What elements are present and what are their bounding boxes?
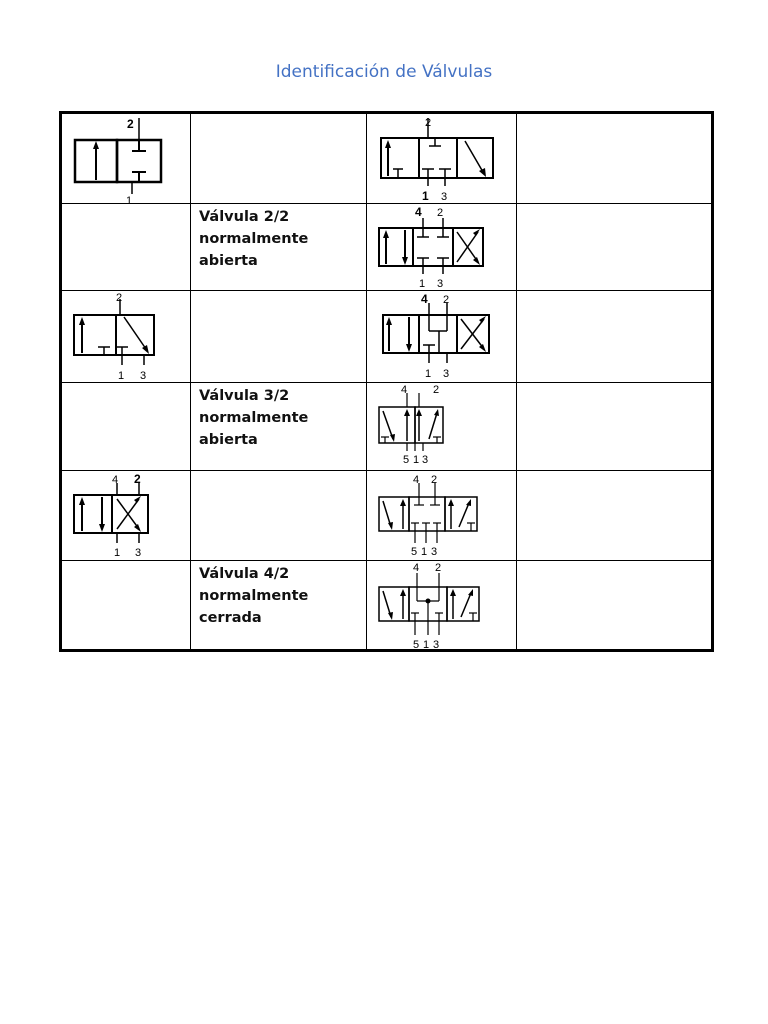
valve-name-line: normalmente bbox=[199, 231, 309, 247]
valve-name-cell bbox=[191, 204, 367, 291]
empty-cell bbox=[61, 383, 191, 471]
valve-name-line: Válvula 2/2 bbox=[199, 209, 290, 225]
port-label: 3 bbox=[441, 191, 448, 203]
empty-cell bbox=[61, 204, 191, 291]
port-label: 3 bbox=[437, 278, 444, 290]
port-label: 2 bbox=[116, 292, 123, 304]
valve-5-2-symbol bbox=[367, 383, 517, 471]
port-label: 1 bbox=[118, 370, 125, 382]
valve-name-cell bbox=[191, 471, 367, 561]
valve-3-2-nc-symbol bbox=[367, 114, 517, 205]
port-label: 4 bbox=[415, 205, 422, 219]
port-label: 4 bbox=[413, 474, 420, 486]
table-row bbox=[61, 204, 713, 291]
port-label: 5 bbox=[413, 639, 420, 651]
valve-name-line: cerrada bbox=[199, 610, 262, 626]
port-label: 5 bbox=[403, 454, 410, 466]
valve-symbol-cell bbox=[367, 204, 517, 291]
valve-name-line: Válvula 3/2 bbox=[199, 388, 290, 404]
valve-name-cell bbox=[191, 383, 367, 471]
port-label: 2 bbox=[127, 117, 134, 131]
valve-3-2-nc-symbol bbox=[62, 291, 192, 383]
valve-4-3-closed-center-symbol bbox=[367, 204, 517, 291]
valve-5-3-pressure-center-symbol bbox=[367, 561, 517, 651]
table-row bbox=[61, 113, 713, 204]
port-label: 4 bbox=[413, 562, 420, 574]
port-label: 2 bbox=[435, 562, 442, 574]
page-title: Identificación de Válvulas bbox=[275, 62, 493, 82]
port-label: 2 bbox=[433, 384, 440, 396]
table-row bbox=[61, 291, 713, 383]
port-label: 2 bbox=[134, 472, 141, 486]
empty-cell bbox=[517, 113, 713, 204]
empty-cell bbox=[517, 383, 713, 471]
port-label: 1 bbox=[114, 547, 121, 559]
valve-name-line: abierta bbox=[199, 253, 258, 269]
valve-name-line: normalmente bbox=[199, 588, 309, 604]
valve-name-line: normalmente bbox=[199, 410, 309, 426]
empty-cell bbox=[517, 204, 713, 291]
port-label: 1 bbox=[423, 639, 430, 651]
port-label: 3 bbox=[140, 370, 147, 382]
valve-symbol-cell bbox=[367, 561, 517, 651]
port-label: 4 bbox=[421, 292, 428, 306]
empty-cell bbox=[517, 561, 713, 651]
valve-name-cell bbox=[191, 561, 367, 651]
table-row bbox=[61, 471, 713, 561]
valve-symbol-cell bbox=[61, 113, 191, 207]
port-label: 1 bbox=[421, 546, 428, 558]
port-label: 2 bbox=[443, 294, 450, 306]
empty-cell bbox=[61, 561, 191, 651]
valve-name-cell bbox=[191, 291, 367, 383]
valve-symbol-cell bbox=[367, 291, 517, 383]
valve-symbol-cell bbox=[367, 113, 517, 204]
empty-cell bbox=[517, 471, 713, 561]
valve-4-3-open-center-symbol bbox=[367, 291, 517, 383]
port-label: 2 bbox=[431, 474, 438, 486]
valve-name-line: Válvula 4/2 bbox=[199, 566, 290, 582]
valve-symbol-cell bbox=[367, 383, 517, 471]
port-label: 3 bbox=[433, 639, 440, 651]
port-label: 2 bbox=[425, 117, 432, 129]
port-label: 3 bbox=[135, 547, 142, 559]
empty-cell bbox=[517, 291, 713, 383]
port-label: 4 bbox=[112, 474, 119, 486]
port-label: 3 bbox=[431, 546, 438, 558]
table-row bbox=[61, 383, 713, 471]
valve-symbol-cell bbox=[61, 471, 191, 561]
port-label: 5 bbox=[411, 546, 418, 558]
valve-identification-table bbox=[59, 111, 714, 652]
valve-2-2-nc-symbol bbox=[62, 114, 192, 205]
valve-symbol-cell bbox=[367, 471, 517, 561]
valve-4-2-symbol bbox=[62, 471, 192, 561]
valve-name-line: abierta bbox=[199, 432, 258, 448]
port-label: 3 bbox=[443, 368, 450, 380]
port-label: 1 bbox=[419, 278, 426, 290]
port-label: 3 bbox=[422, 454, 429, 466]
port-label: 1 bbox=[413, 454, 420, 466]
valve-5-3-closed-center-symbol bbox=[367, 471, 517, 561]
port-label: 1 bbox=[126, 195, 133, 207]
port-label: 1 bbox=[425, 368, 432, 380]
port-label: 2 bbox=[437, 207, 444, 219]
table-row bbox=[61, 561, 713, 651]
port-label: 4 bbox=[401, 384, 408, 396]
valve-name-cell bbox=[191, 113, 367, 204]
valve-symbol-cell bbox=[61, 291, 191, 383]
port-label: 1 bbox=[422, 189, 429, 203]
